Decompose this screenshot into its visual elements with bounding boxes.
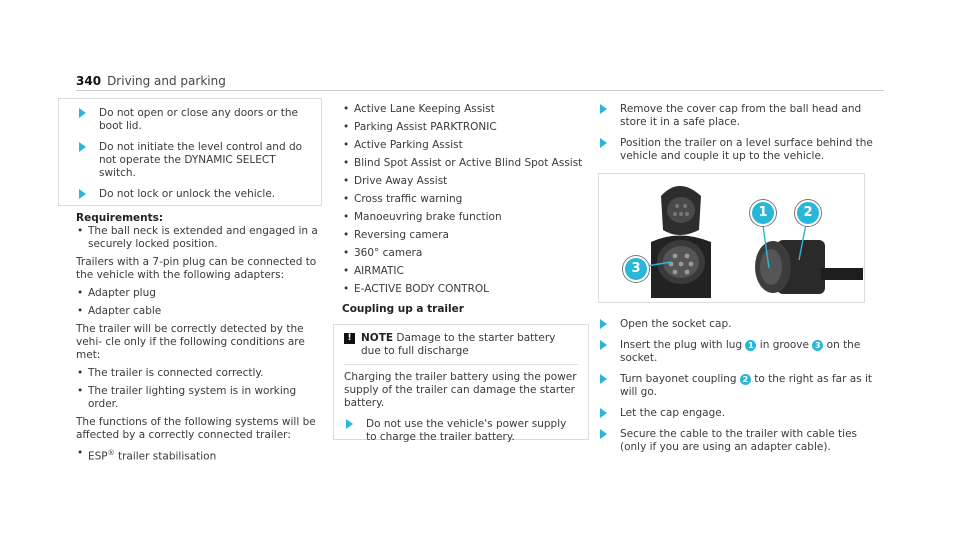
step-arrow-icon xyxy=(600,340,607,350)
step-item: Turn bayonet coupling 2 to the right as far as it will go. xyxy=(598,373,873,399)
system-item: • Cross traffic warning xyxy=(342,193,592,206)
step-arrow-icon xyxy=(79,142,86,152)
socket-illustration xyxy=(599,174,864,302)
system-item-esp: • ESP® trailer stabilisation xyxy=(76,447,326,464)
adapters-intro: Trailers with a 7-pin plug can be connected to the vehicle with the following adapters: xyxy=(76,256,317,281)
warning-steps-box xyxy=(58,98,322,206)
system-item: • Active Lane Keeping Assist xyxy=(342,103,592,116)
page-header xyxy=(76,74,226,88)
step-arrow-icon xyxy=(346,419,353,429)
step-arrow-icon xyxy=(600,374,607,384)
callout-3: 3 xyxy=(623,256,649,282)
system-item: • AIRMATIC xyxy=(342,265,592,278)
step-item: Secure the cable to the trailer with cable ties (only if you are using an adapter cable). xyxy=(598,428,873,454)
step-arrow-icon xyxy=(600,429,607,439)
note-header xyxy=(344,332,578,358)
adapter-item: • Adapter plug xyxy=(76,287,326,300)
system-item: • Reversing camera xyxy=(342,229,592,242)
callout-2: 2 xyxy=(795,200,821,226)
callout-ref-1: 1 xyxy=(745,340,756,351)
page-number: 340 xyxy=(76,74,102,88)
conditions-intro: The trailer will be correctly detected by the vehi- cle only if the following conditions are met: xyxy=(76,323,305,361)
header-divider xyxy=(76,90,884,91)
note-body: Charging the trailer battery using the power supply of the trailer can damage the starter battery. xyxy=(344,371,577,409)
system-item: • Parking Assist PARKTRONIC xyxy=(342,121,592,134)
system-item: • Blind Spot Assist or Active Blind Spot Assist xyxy=(342,157,592,170)
right-steps-top xyxy=(598,103,873,171)
step-item: Open the socket cap. xyxy=(598,318,873,331)
coupling-heading: Coupling up a trailer xyxy=(342,303,464,315)
callout-ref-2: 2 xyxy=(740,374,751,385)
system-item: • 360° camera xyxy=(342,247,592,260)
step-item: Insert the plug with lug 1 in groove 3 on the socket. xyxy=(598,339,873,365)
step-item: Let the cap engage. xyxy=(598,407,873,420)
warning-icon: ! xyxy=(344,333,355,344)
requirement-item: • The ball neck is extended and engaged in a securely locked position. xyxy=(76,225,326,251)
section-title: Driving and parking xyxy=(107,74,226,88)
step-arrow-icon xyxy=(79,108,86,118)
right-steps-bottom xyxy=(598,318,873,462)
callout-ref-3: 3 xyxy=(812,340,823,351)
note-title: Damage to the starter battery due to full discharge xyxy=(361,332,556,357)
note-step: Do not use the vehicle's power supply to charge the trailer battery. xyxy=(344,418,578,444)
step-item: Do not initiate the level control and do not operate the DYNAMIC SELECT switch. xyxy=(77,141,311,180)
step-arrow-icon xyxy=(600,104,607,114)
step-item: Do not lock or unlock the vehicle. xyxy=(77,188,311,201)
socket-cap-face xyxy=(667,197,695,223)
note-label: NOTE xyxy=(361,332,394,344)
step-arrow-icon xyxy=(600,138,607,148)
requirements-heading: Requirements: xyxy=(76,212,164,224)
system-item: • Drive Away Assist xyxy=(342,175,592,188)
step-arrow-icon xyxy=(600,408,607,418)
systems-list xyxy=(342,103,592,316)
note-box xyxy=(333,324,589,443)
step-item: Position the trailer on a level surface behind the vehicle and couple it up to the vehicle. xyxy=(598,137,873,163)
condition-item: • The trailer is connected correctly. xyxy=(76,367,326,380)
condition-item: • The trailer lighting system is in working order. xyxy=(76,385,326,411)
callout-1: 1 xyxy=(750,200,776,226)
socket-figure xyxy=(598,173,865,303)
step-item: Remove the cover cap from the ball head and store it in a safe place. xyxy=(598,103,873,129)
system-item: • Manoeuvring brake function xyxy=(342,211,592,224)
system-item: • Active Parking Assist xyxy=(342,139,592,152)
step-item: Do not open or close any doors or the boot lid. xyxy=(77,107,311,133)
step-arrow-icon xyxy=(600,319,607,329)
note-divider xyxy=(344,364,578,365)
system-item: • E-ACTIVE BODY CONTROL xyxy=(342,283,592,296)
step-arrow-icon xyxy=(79,189,86,199)
systems-intro: The functions of the following systems will be affected by a correctly connected trailer: xyxy=(76,416,316,441)
adapter-item: • Adapter cable xyxy=(76,305,326,318)
requirements-section xyxy=(76,212,326,469)
